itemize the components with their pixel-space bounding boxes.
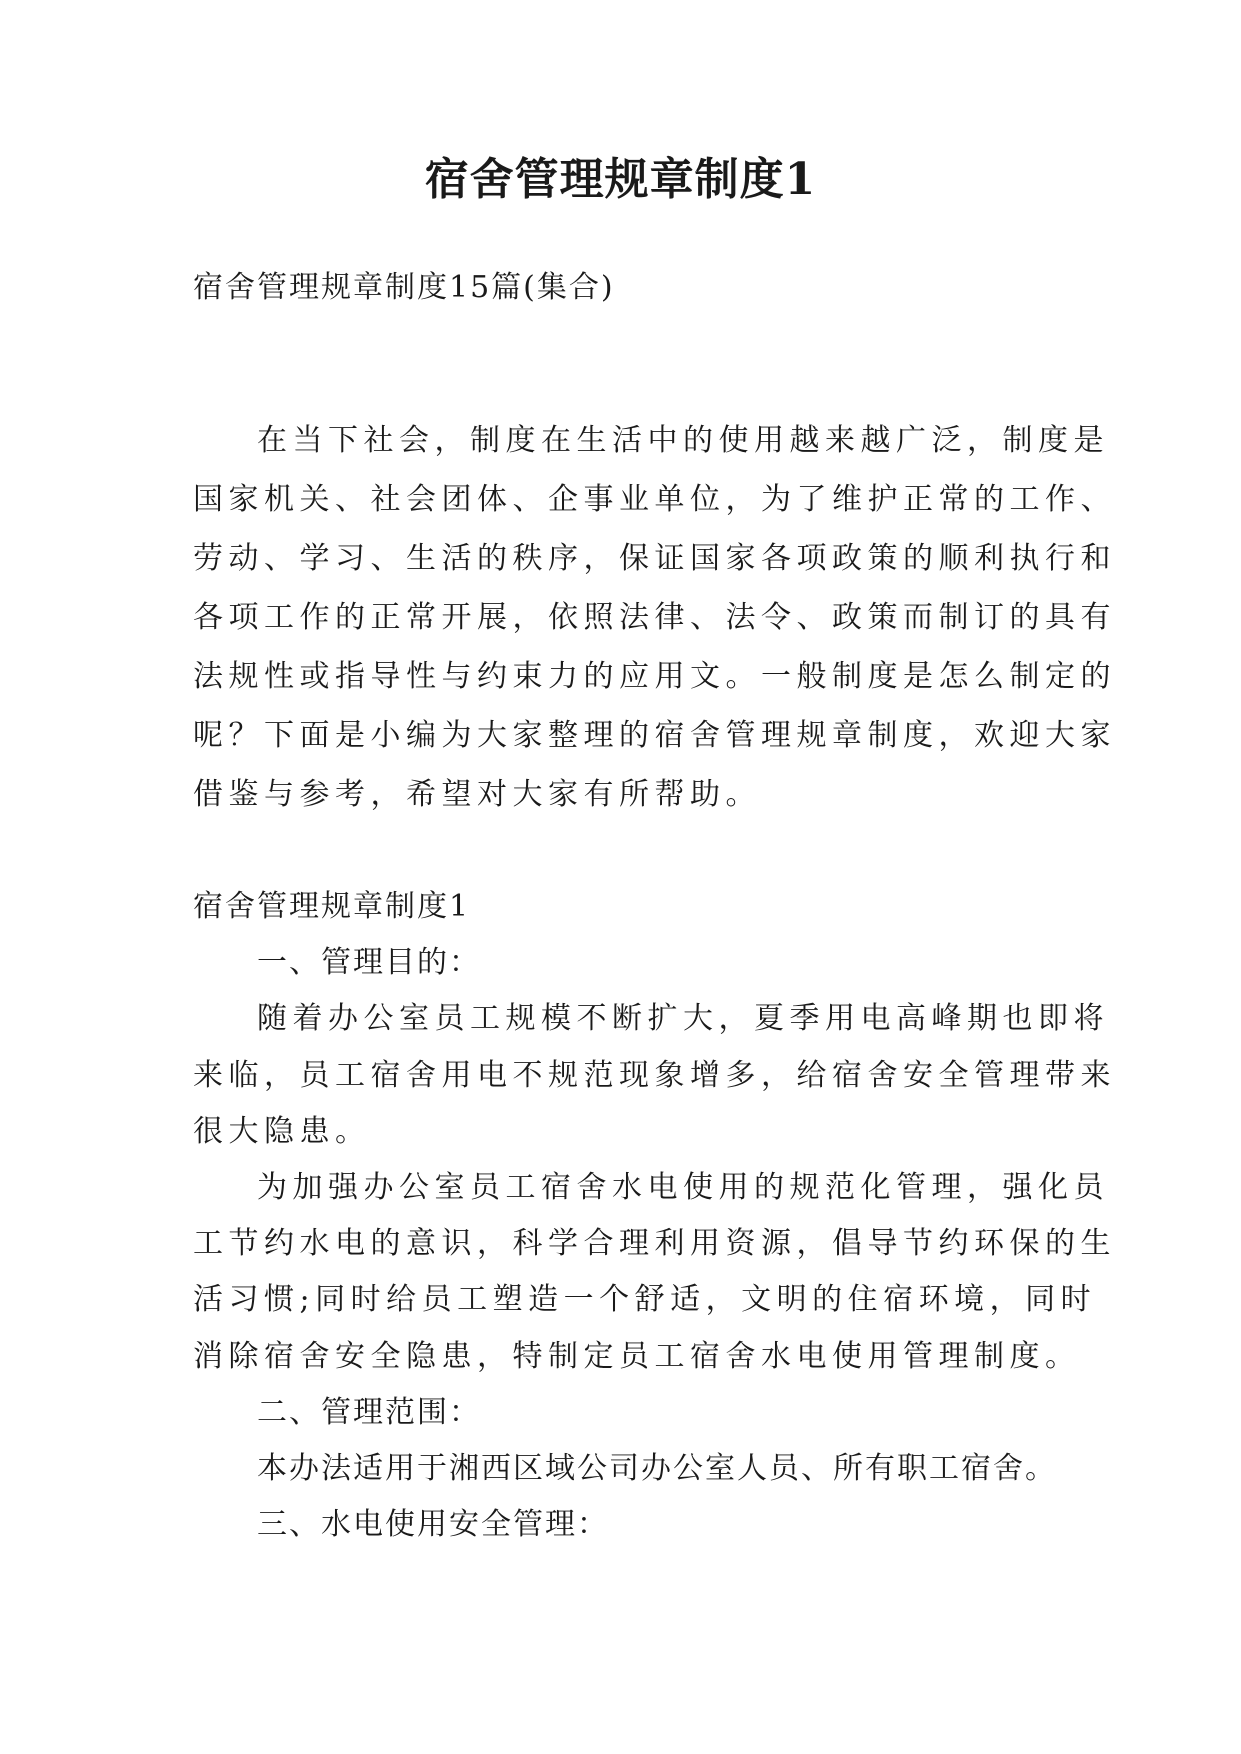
purpose-line: 随着办公室员工规模不断扩大，夏季用电高峰期也即将 — [257, 1001, 1109, 1037]
intro-line: 在当下社会，制度在生活中的使用越来越广泛，制度是 — [257, 423, 1109, 458]
intro-line: 法规性或指导性与约束力的应用文。一般制度是怎么制定的 — [193, 659, 1116, 694]
purpose-line: 为加强办公室员工宿舍水电使用的规范化管理，强化员 — [257, 1170, 1109, 1206]
intro-line: 劳动、学习、生活的秩序，保证国家各项政策的顺利执行和 — [193, 541, 1116, 576]
scope-text: 本办法适用于湘西区域公司办公室人员、所有职工宿舍。 — [257, 1451, 1057, 1487]
purpose-line: 工节约水电的意识，科学合理利用资源，倡导节约环保的生 — [193, 1226, 1116, 1262]
intro-line: 呢？下面是小编为大家整理的宿舍管理规章制度，欢迎大家 — [193, 718, 1116, 753]
intro-line: 借鉴与参考，希望对大家有所帮助。 — [193, 777, 761, 812]
purpose-line: 消除宿舍安全隐患，特制定员工宿舍水电使用管理制度。 — [193, 1338, 1081, 1374]
intro-paragraph — [193, 411, 1116, 824]
document-subtitle: 宿舍管理规章制度15篇(集合) — [193, 270, 615, 305]
intro-line: 各项工作的正常开展，依照法律、法令、政策而制订的具有 — [193, 600, 1116, 635]
safety-heading: 三、水电使用安全管理： — [257, 1507, 609, 1543]
purpose-line: 来临，员工宿舍用电不规范现象增多，给宿舍安全管理带来 — [193, 1057, 1116, 1093]
section-heading: 宿舍管理规章制度1 — [193, 889, 471, 924]
purpose-heading: 一、管理目的： — [257, 945, 481, 981]
purpose-line: 活习惯;同时给员工塑造一个舒适，文明的住宿环境，同时 — [193, 1282, 1097, 1318]
purpose-line: 很大隐患。 — [193, 1113, 371, 1149]
section-body — [193, 879, 1116, 1553]
scope-heading: 二、管理范围： — [257, 1394, 481, 1430]
document-title: 宿舍管理规章制度1 — [424, 154, 817, 205]
intro-line: 国家机关、社会团体、企事业单位，为了维护正常的工作、 — [193, 482, 1116, 517]
